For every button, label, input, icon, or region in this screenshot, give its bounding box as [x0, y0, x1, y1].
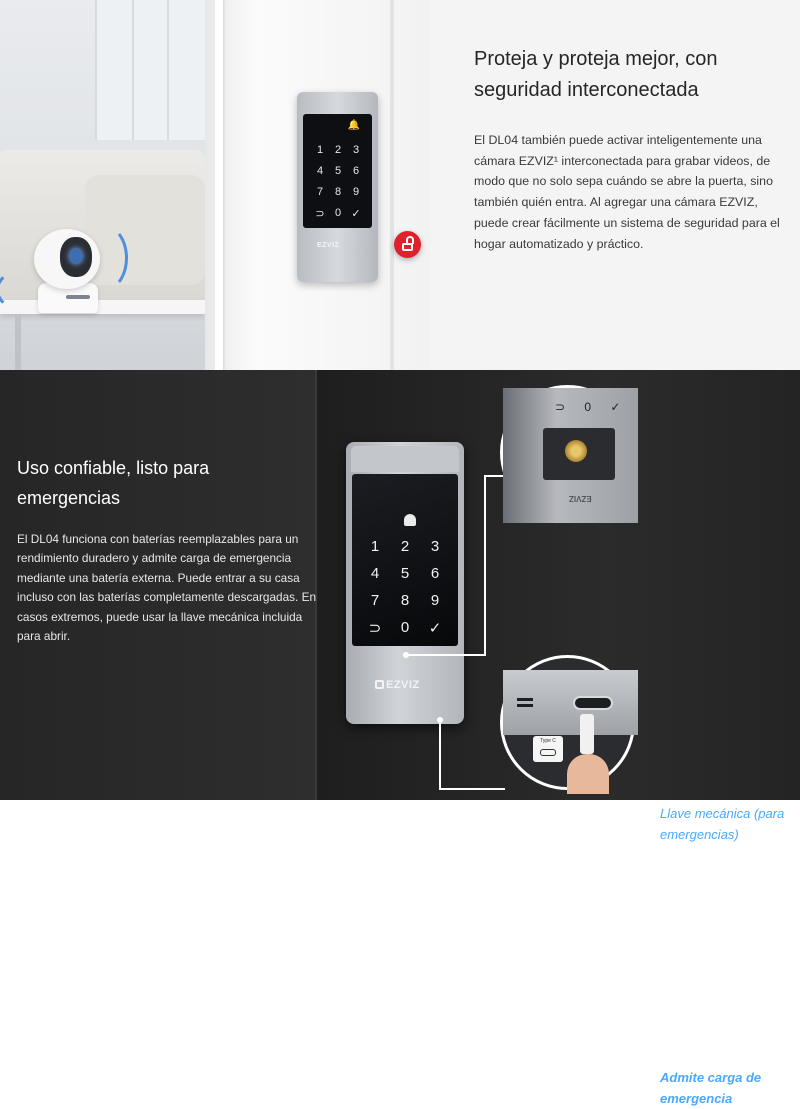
type-c-tag — [533, 736, 563, 762]
usb-c-charging-detail — [500, 655, 635, 790]
smart-lock-closeup — [346, 442, 464, 724]
keypad-symbols: ⊃ 0 ✓ — [555, 400, 629, 414]
usb-c-port-icon — [540, 749, 556, 756]
door-frame-edge — [390, 0, 394, 370]
keypad-key: 2 — [334, 144, 342, 156]
keypad-key: 4 — [370, 565, 380, 582]
bell-icon: 🔔 — [347, 120, 361, 131]
lock-brand-logo: EZVIZ — [386, 679, 420, 691]
keypad-screen — [352, 474, 458, 646]
keypad-key: 3 — [352, 144, 360, 156]
side-table-leg — [15, 314, 21, 370]
keypad-key: 8 — [334, 186, 342, 198]
keypad-key: 0 — [334, 207, 342, 219]
top-heading: Proteja y proteja mejor, con seguridad interconectada — [474, 48, 718, 101]
callout-line — [408, 654, 485, 656]
keypad-key: 5 — [334, 165, 342, 177]
keypad-key: ⊃ — [315, 208, 325, 220]
smart-lock — [297, 92, 378, 282]
vent-icon — [517, 698, 533, 701]
keypad-key: ✓ — [351, 208, 361, 220]
lock-bottom-metal — [503, 670, 638, 735]
callout-line — [439, 720, 441, 790]
usb-c-cable — [580, 714, 594, 754]
keypad-key: 3 — [430, 538, 440, 555]
keypad-key: 6 — [352, 165, 360, 177]
callout-line — [484, 475, 504, 477]
window — [95, 0, 207, 140]
lock-top-cap — [351, 446, 459, 472]
keypad-key: 2 — [400, 538, 410, 555]
keypad-key: 1 — [370, 538, 380, 555]
callout-emergency-charge: Admite carga de emergencia — [660, 1070, 762, 1106]
keypad-key: 0 — [400, 619, 410, 636]
unlock-icon — [394, 231, 421, 258]
finger — [567, 754, 609, 794]
ezviz-logo-icon — [375, 680, 384, 689]
mechanical-key-detail — [500, 385, 635, 520]
lock-brand-logo: EZVIZ — [317, 242, 340, 249]
keyhole-icon — [565, 440, 587, 462]
bell-icon — [404, 514, 416, 526]
top-description: El DL04 también puede activar inteligentemente una cámara EZVIZ¹ interconectada para grabar videos, de modo que no solo sepa cuándo se abre la puerta, sino también quién entra. Al agregar una cámara EZVIZ, puede crear fácilmente un sistema de seguridad para el hogar automatizado y práctico. — [474, 133, 780, 251]
bottom-heading: Uso confiable, listo para emergencias — [17, 458, 210, 508]
keypad-key: 9 — [430, 592, 440, 609]
bottom-description: El DL04 funciona con baterías reemplazables para un rendimiento duradero y admite carga de emergencia mediante una batería externa. Puede entrar a su casa incluso con las baterías completamente descargadas. En casos extremos, puede usar la llave mecánica incluida para abrir. — [17, 532, 317, 644]
keypad-key: ✓ — [428, 620, 442, 637]
lock-brand-logo: EZVIZ — [569, 494, 592, 503]
keypad-key: 7 — [370, 592, 380, 609]
callout-mechanical-key: Llave mecánica (para emergencias) — [660, 806, 785, 842]
door-frame — [215, 0, 223, 370]
keypad-key: 1 — [316, 144, 324, 156]
keypad-key: ⊃ — [368, 620, 382, 637]
bottom-section — [0, 370, 800, 1106]
keypad-key: 7 — [316, 186, 324, 198]
callout-line — [484, 475, 486, 656]
keypad-key: 5 — [400, 565, 410, 582]
top-section — [0, 0, 800, 370]
keypad-screen — [303, 114, 372, 228]
keypad-key: 4 — [316, 165, 324, 177]
callout-line — [439, 788, 505, 790]
usb-c-port-icon — [573, 696, 613, 710]
signal-wave-icon — [82, 225, 128, 291]
keypad-key: 8 — [400, 592, 410, 609]
type-c-label: Type C — [540, 738, 556, 744]
keypad-key: 6 — [430, 565, 440, 582]
keypad-key: 9 — [352, 186, 360, 198]
camera-logo — [66, 295, 90, 299]
